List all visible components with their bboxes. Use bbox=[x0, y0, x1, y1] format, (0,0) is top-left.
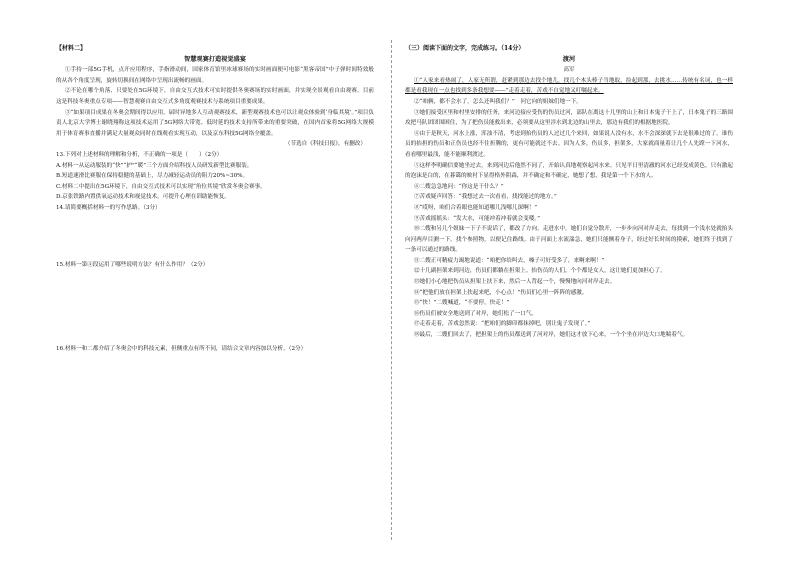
material-tag: 【材料二】 bbox=[56, 45, 87, 52]
question-15: 15.材料一第④段运用了哪些说明方法？有什么作用？（2分） bbox=[56, 261, 209, 268]
story-paragraph-12: ⑫十几副担架来到河边，伤员们都躺在担架上。抬伤员的人们，个个都是女人，这让她们更加担心了。 bbox=[413, 268, 666, 275]
story-paragraph-11: ⑪二嫂正可精疲力竭地说道：“咱把你给叫去，嗓子可好受多了，来啊来啊！” bbox=[413, 257, 605, 264]
story-paragraph-1: ①“人家来看热闹了，人家无所谓，赶紧到那边去找个地儿，找几个木头棒子当地取，捡起到那，去挑水……传统有名词，也一样都是看我现在一点也找到多条我想要——”走着走着，苦戏不自觉地又叮嘱起来。 bbox=[405, 77, 733, 95]
material-paragraph-2: ②不论在哪个角落，只要处在5G环境下，自由交互式技术可实时提供冬奥赛场的实时画面，并实现全景观看自由观赛。目前这是科技冬奥重点专项——智慧观赛自由交互式多角度观赛技术与系统项目重要成果。 bbox=[56, 88, 374, 105]
story-title: 渡河 bbox=[562, 55, 576, 63]
story-paragraph-13: ⑬她们小心地把伤员从担架上扶下来，然后一人背起一个，慢慢地向河对岸走去。 bbox=[413, 279, 616, 286]
story-paragraph-7: ⑦苦戏疑声回答：“我想过去一次看看，找找能过的地方。” bbox=[413, 194, 557, 201]
story-paragraph-18: ⑱最后，二嫂们回去了，把担架上的伤员都送到了河对岸，她们这才放下心来，一个个坐在岸边大口地喘着气。 bbox=[413, 332, 689, 339]
question-13: 13.下列对上述材料的理解和分析，不正确的一项是（ ）（2分） bbox=[56, 151, 223, 158]
material-paragraph-3: ③“如果项目成果在冬奥会期间得以应用，届时异地多人互动观赛技术，新型观赛技术也可以让观众体验到‘身临其境’。”项目负责人北京大学博士谢晓翔称这项技术运用了5G网络大带宽、低时延的技术支持所带来的重要突破，在国内首家将5G网络大规模用于体育赛事直播并满足大量观众同时在线观看实现互动，以及京东科技5G网络全覆盖。 bbox=[56, 109, 374, 137]
section-heading: （三）阅读下面的文字，完成练习。（14分） bbox=[405, 45, 525, 52]
story-paragraph-2: ②“咱俩，都不会水了，怎么还叫我们？” 问它向的姐妹们地一下。 bbox=[413, 98, 582, 105]
story-paragraph-6: ⑥二嫂急急地问：“你这是干什么？” bbox=[413, 183, 504, 190]
question-13-option-d: D.京张铁路内置供氧运动技术和视觉技术，可提升心理在训助能恢复。 bbox=[56, 194, 230, 201]
story-author: 高军 bbox=[563, 67, 575, 74]
story-paragraph-3: ③她们接受区里和村里安排的任务，来河边接应受伤的伤员过河，部队在离这十几里的山上和日本鬼子干上了，日本鬼子的三路围攻把马队团团围困住，为了把伤员能救出来，必须要从这里涉水到北边的山里去，那边有我们的根据地医院。 bbox=[405, 109, 733, 127]
answer-space-14 bbox=[56, 214, 374, 260]
story-body bbox=[405, 76, 733, 341]
story-paragraph-16: ⑯伤员们被安全地送到了对岸，她们松了一口气。 bbox=[413, 310, 538, 317]
story-paragraph-8: ⑧“哎呀，咱们合着眼也能知道哪儿浅哪儿深啊！” bbox=[413, 204, 538, 211]
material-source: （节选自《科技日报》，有删改） bbox=[284, 141, 366, 148]
story-paragraph-10: ⑩二嫂和另几个姐妹一下子不说话了，都改了方向，走进水中。她们自觉分散开，一步步向河对岸走去，每找到一个浅水处就抬头向河两岸目测一下。找个参照物，以便记住路线。由于河面上水流湍急，她们只能侧着身子，经过好长时间的摸索，她们终于找到了一条可以通过的路线。 bbox=[405, 226, 733, 254]
question-16: 16.材料一和二都介绍了冬奥会中的科技元素，但侧重点有所不同，请结合文章内容加以分析。（2分） bbox=[56, 346, 307, 353]
story-paragraph-15: ⑮“快！”二嫂喊道，“不要停，快走！” bbox=[413, 300, 510, 307]
answer-space-15 bbox=[56, 270, 374, 344]
material-title: 智慧观赛打造视觉盛宴 bbox=[184, 55, 246, 63]
story-paragraph-14: ⑭“把他们放在担架上扶起来吧，小心点！”伤员们心里一阵阵的感激。 bbox=[413, 289, 588, 296]
story-paragraph-9: ⑨苦戏摇摇头：“发大水，可能冲着冲着就会变喽。” bbox=[413, 215, 540, 222]
column-divider bbox=[391, 40, 392, 540]
story-paragraph-5: ⑤这样李明确信要她坐过去，来到河边后他然不同了，开始认真地观察起河水来。只见平日里清澈的河水已经变成黄色，只有激起的泡沫是白的，在暮霭的映衬下显得格外阴森，并不确定和不确定，她想了想，我是第一个下水的人。 bbox=[405, 162, 733, 180]
question-13-option-b: B.短道速滑比赛服在保持稳健的基础上，尽力减轻运动员的阻力20%~30%。 bbox=[56, 173, 249, 180]
story-paragraph-17: ⑰走着走着，苦戏忽然说：“把咱们的脚印都抹掉吧，别让鬼子发现了。” bbox=[413, 321, 591, 328]
material-paragraph-1: ①手持一部5G手机，点开应用程序，手指滑动间，国家体育馆里冰球赛场的实时画面便可电影“黑客帝国”中子弹时间特效般的从各个角度呈现，旋转切换间在网络中呈现出流畅的画面。 bbox=[56, 67, 374, 84]
story-paragraph-4: ④由于是秋天，河水上涨，浑浊不清，考虑到抬伤员的人过过几个来回，如果说人没有水，水不会深深就下去是很难过的了。谁伤员的抬担的伤员和正伤员也经不住折腾的，更有可能就过不去。因为人多，伤员多，担架多，大家就商量着让几个人先蹚一下河水，看看哪里最浅，能不能顺利渡过。 bbox=[405, 130, 733, 158]
left-column bbox=[56, 44, 374, 355]
right-column bbox=[405, 44, 733, 341]
question-13-option-a: A.材料一从运动服装的“快”“护”“暖”三个方面介绍科技人员研发新型比赛服装。 bbox=[56, 162, 253, 169]
question-14: 14.请简要概括材料一的写作思路。（3分） bbox=[56, 204, 161, 211]
question-13-option-c: C.材料二中提出在5G环境下，自由交互式技术可以实现“角位其境”欣赏冬奥会赛事。 bbox=[56, 183, 266, 190]
